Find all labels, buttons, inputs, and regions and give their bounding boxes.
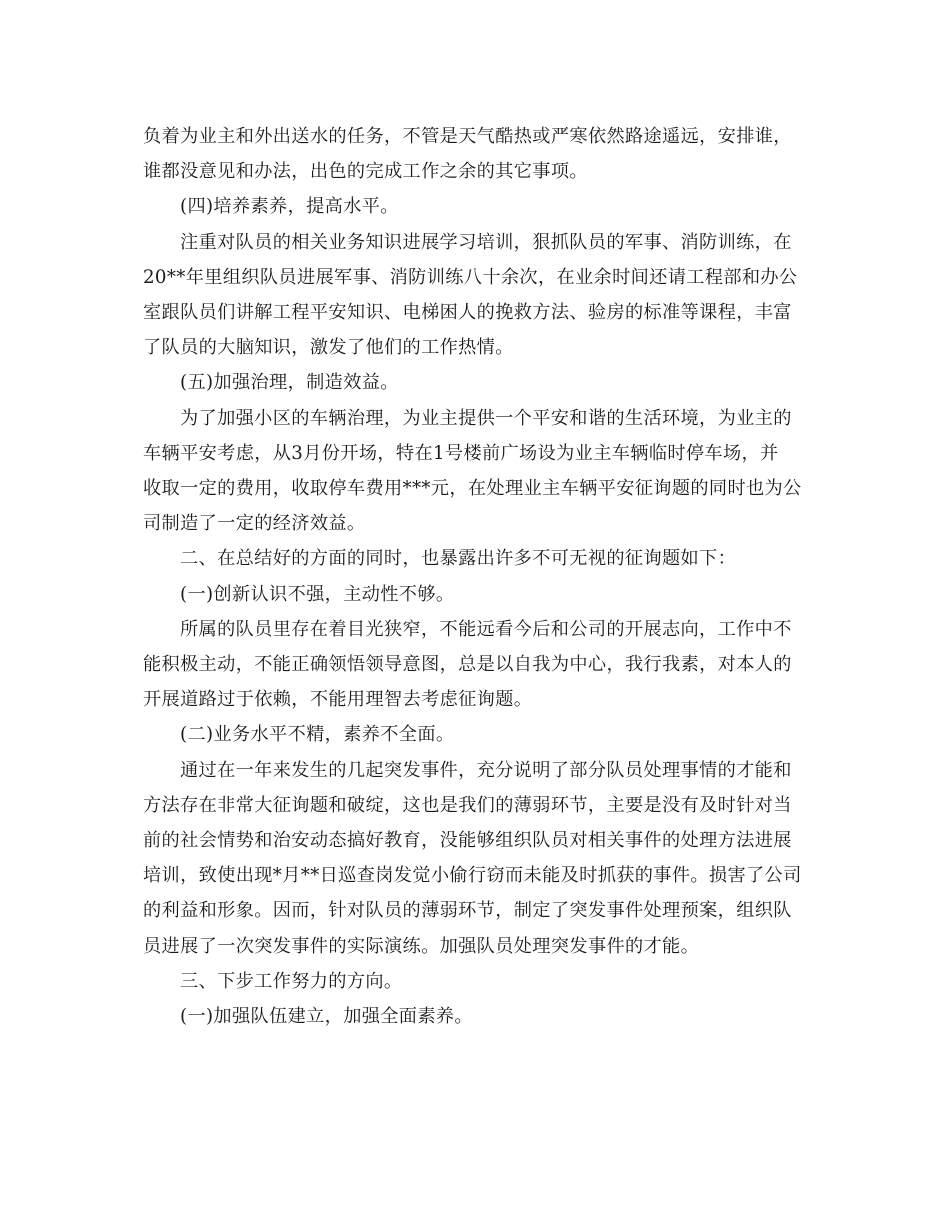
text-line: 室跟队员们讲解工程平安知识、电梯困人的挽救方法、验房的标准等课程，丰富 (143, 302, 792, 324)
paragraph (143, 401, 808, 542)
paragraph (143, 225, 808, 366)
text-line: 员进展了一次突发事件的实际演练。加强队员处理突发事件的才能。 (143, 935, 700, 957)
text-line: (一)加强队伍建立，加强全面素养。 (180, 1006, 473, 1028)
text-line: (五)加强治理，制造效益。 (180, 372, 399, 394)
paragraph (143, 964, 808, 999)
text-line: 方法存在非常大征询题和破绽，这也是我们的薄弱环节，主要是没有及时针对当 (143, 794, 792, 816)
paragraph (143, 365, 808, 400)
paragraph (143, 612, 808, 718)
text-line: 三、下步工作努力的方向。 (180, 970, 403, 992)
text-line: 为了加强小区的车辆治理，为业主提供一个平安和谐的生活环境，为业主的 (180, 407, 792, 429)
text-line: 注重对队员的相关业务知识进展学习培训，狠抓队员的军事、消防训练，在 (180, 231, 792, 253)
text-line: 通过在一年来发生的几起突发事件，充分说明了部分队员处理事情的才能和 (180, 759, 792, 781)
text-line: 所属的队员里存在着目光狭窄，不能远看今后和公司的开展志向，工作中不 (180, 618, 792, 640)
text-line: 20**年里组织队员进展军事、消防训练八十余次，在业余时间还请工程部和办公 (143, 266, 798, 288)
text-line: 的利益和形象。因而，针对队员的薄弱环节，制定了突发事件处理预案，组织队 (143, 900, 792, 922)
text-line: 培训，致使出现*月**日巡查岗发觉小偷行窃而未能及时抓获的事件。损害了公司 (143, 865, 802, 887)
paragraph (143, 119, 808, 189)
text-line: (二)业务水平不精，素养不全面。 (180, 724, 455, 746)
text-line: (一)创新认识不强，主动性不够。 (180, 583, 455, 605)
text-line: (四)培养素养，提高水平。 (180, 196, 399, 218)
text-line: 司制造了一定的经济效益。 (143, 513, 366, 535)
paragraph (143, 541, 808, 576)
text-line: 二、在总结好的方面的同时，也暴露出许多不可无视的征询题如下： (180, 548, 737, 570)
paragraph (143, 753, 808, 964)
document-body (143, 119, 808, 1034)
text-line: 谁都没意见和办法，出色的完成工作之余的其它事项。 (143, 161, 588, 183)
text-line: 车辆平安考虑，从3月份开场，特在1号楼前广场设为业主车辆临时停车场，并 (143, 442, 779, 464)
text-line: 开展道路过于依赖，不能用理智去考虑征询题。 (143, 689, 533, 711)
text-line: 收取一定的费用，收取停车费用***元，在处理业主车辆平安征询题的同时也为公 (143, 478, 802, 500)
text-line: 了队员的大脑知识，激发了他们的工作热情。 (143, 337, 514, 359)
paragraph (143, 999, 808, 1034)
text-line: 能积极主动，不能正确领悟领导意图，总是以自我为中心，我行我素，对本人的 (143, 654, 792, 676)
text-line: 前的社会情势和治安动态搞好教育，没能够组织队员对相关事件的处理方法进展 (143, 830, 792, 852)
text-line: 负着为业主和外出送水的任务，不管是天气酷热或严寒依然路途遥远，安排谁， (143, 126, 792, 147)
paragraph (143, 717, 808, 752)
paragraph (143, 577, 808, 612)
paragraph (143, 189, 808, 224)
